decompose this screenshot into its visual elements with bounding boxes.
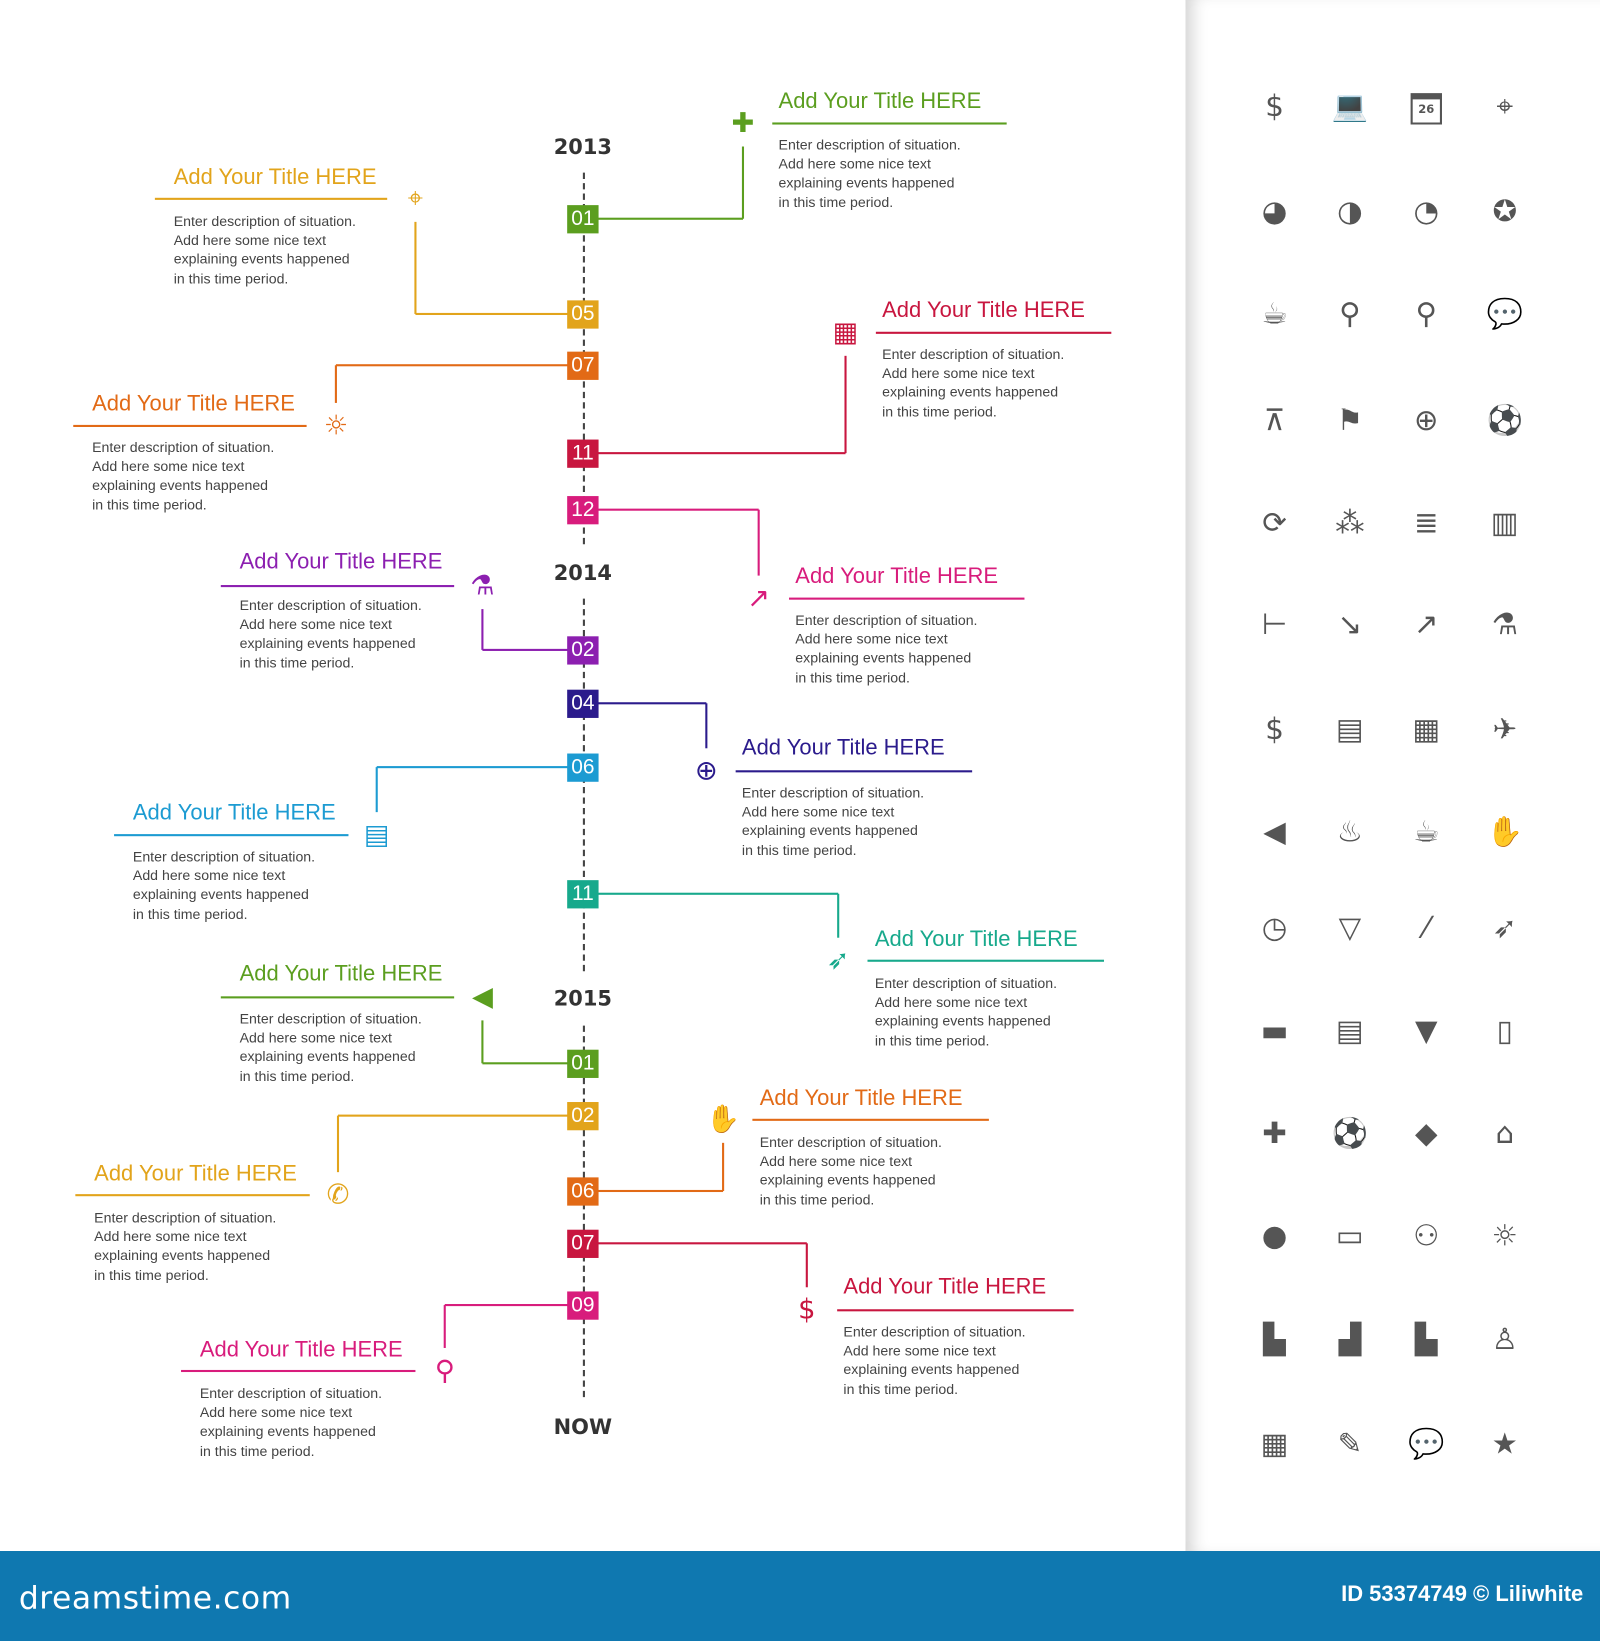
event-description xyxy=(843,1323,1073,1399)
description-line: in this time period. xyxy=(778,194,894,210)
signpost-icon: ✚ xyxy=(731,107,755,140)
connector-vertical xyxy=(444,1305,446,1348)
event-title: Add Your Title HERE xyxy=(843,1274,1047,1299)
connector-vertical xyxy=(335,365,337,403)
microphone-icon[interactable]: ⚲ xyxy=(1415,296,1438,331)
description-line: Add here some nice text xyxy=(759,1153,913,1170)
paper-plane-icon[interactable]: ✈ xyxy=(1492,711,1518,747)
description-line: Enter description of situation. xyxy=(239,1010,422,1027)
soccer-ball-icon[interactable]: ⚽ xyxy=(1331,1115,1369,1151)
businessman-icon[interactable]: ♙ xyxy=(1491,1321,1518,1357)
cigarette-icon[interactable]: ⁄ xyxy=(1423,910,1429,946)
event-description xyxy=(133,848,363,924)
clipboard-icon: ▤ xyxy=(363,819,390,851)
event-title: Add Your Title HERE xyxy=(239,961,443,986)
calendar-day: 26 xyxy=(1411,93,1442,124)
title-underline xyxy=(772,122,1006,124)
pie-chart-icon[interactable]: ◕ xyxy=(1261,193,1288,229)
description-line: explaining events happened xyxy=(843,1361,1020,1378)
tie-icon[interactable]: ▼ xyxy=(1415,1013,1438,1048)
description-line: in this time period. xyxy=(199,1442,315,1459)
description-line: Enter description of situation. xyxy=(882,346,1065,363)
pie-chart-quarter-icon[interactable]: ◔ xyxy=(1413,193,1440,229)
description-line: Enter description of situation. xyxy=(741,784,925,801)
description-line: Add here some nice text xyxy=(882,365,1035,382)
handshake-icon: ✋ xyxy=(706,1104,741,1136)
event-title: Add Your Title HERE xyxy=(173,165,377,190)
connector-vertical xyxy=(758,510,760,576)
lightbulb-icon[interactable]: ☼ xyxy=(1491,1218,1518,1253)
description-line: explaining events happened xyxy=(173,251,350,268)
microphone-icon: ⚲ xyxy=(434,1355,455,1387)
flask-icon: ⚗ xyxy=(470,570,495,602)
title-underline xyxy=(181,1370,415,1372)
event-description xyxy=(200,1385,430,1461)
connector-horizontal xyxy=(445,1304,583,1306)
description-line: Enter description of situation. xyxy=(92,439,275,456)
description-line: in this time period. xyxy=(173,270,289,287)
event-title: Add Your Title HERE xyxy=(741,735,945,760)
award-icon[interactable]: ✪ xyxy=(1492,193,1518,229)
description-line: in this time period. xyxy=(759,1191,875,1208)
description-line: in this time period. xyxy=(132,905,248,922)
connector-horizontal xyxy=(336,364,583,366)
target-icon: ⌖ xyxy=(407,183,424,215)
description-line: in this time period. xyxy=(795,669,910,686)
description-line: in this time period. xyxy=(843,1381,959,1397)
description-line: in this time period. xyxy=(239,654,355,671)
description-line: explaining events happened xyxy=(199,1423,376,1440)
abacus-icon[interactable]: ▦ xyxy=(1412,711,1441,747)
description-line: explaining events happened xyxy=(132,886,309,903)
description-line: Enter description of situation. xyxy=(795,612,978,628)
line-chart-down-icon[interactable]: ↘ xyxy=(1337,607,1363,642)
event-description xyxy=(742,784,972,860)
event-description xyxy=(882,345,1112,421)
description-line: Enter description of situation. xyxy=(132,848,316,865)
event-description xyxy=(760,1133,990,1209)
stars-icon[interactable]: ⁂ xyxy=(1335,505,1365,541)
month-marker[interactable]: 05 xyxy=(567,300,598,328)
month-marker[interactable]: 06 xyxy=(567,754,598,782)
smartphone-icon[interactable]: ▯ xyxy=(1496,1013,1513,1048)
title-underline xyxy=(876,332,1111,334)
event-description xyxy=(795,611,1025,687)
signpost-icon[interactable]: ✚ xyxy=(1262,1115,1287,1151)
presentation-board-icon[interactable]: ⊼ xyxy=(1263,402,1286,438)
description-line: explaining events happened xyxy=(759,1172,936,1189)
connector-horizontal xyxy=(415,313,582,315)
connector-vertical xyxy=(722,1143,724,1191)
wine-glass-icon[interactable]: ▽ xyxy=(1338,910,1362,946)
description-line: Add here some nice text xyxy=(94,1228,247,1245)
event-description xyxy=(94,1209,324,1285)
description-line: in this time period. xyxy=(92,496,207,513)
connector-horizontal xyxy=(338,1115,583,1117)
mug-icon[interactable]: ☕ xyxy=(1413,814,1440,849)
globe-icon[interactable]: ⊕ xyxy=(1414,402,1439,438)
connector-horizontal xyxy=(583,1242,807,1244)
banknotes-icon[interactable]: ▬ xyxy=(1260,1013,1289,1048)
description-line: Add here some nice text xyxy=(239,1030,392,1046)
month-marker[interactable]: 11 xyxy=(567,880,598,908)
title-underline xyxy=(789,598,1024,600)
pie-chart-segments-icon[interactable]: ◑ xyxy=(1337,193,1363,229)
bar-chart-2-icon[interactable]: ▙ xyxy=(1415,1321,1438,1357)
event-description xyxy=(875,974,1105,1050)
desk-lamp-icon[interactable]: ⚲ xyxy=(1339,296,1361,331)
connector-vertical xyxy=(742,147,744,219)
connector-horizontal xyxy=(583,1190,723,1192)
title-underline xyxy=(221,585,454,587)
description-line: explaining events happened xyxy=(741,823,918,839)
description-line: Enter description of situation. xyxy=(173,213,356,230)
clipboard-icon[interactable]: ▤ xyxy=(1336,1013,1364,1048)
description-line: Enter description of situation. xyxy=(239,597,422,614)
description-line: explaining events happened xyxy=(239,1049,416,1065)
axis-chart-icon[interactable]: ⊢ xyxy=(1261,607,1288,642)
chat-bubbles-icon[interactable]: 💬 xyxy=(1408,1426,1445,1461)
month-marker[interactable]: 07 xyxy=(567,1230,598,1258)
month-marker[interactable]: 02 xyxy=(567,636,598,664)
event-description xyxy=(240,1010,470,1086)
handshake-icon[interactable]: ✋ xyxy=(1486,814,1524,849)
connector-vertical xyxy=(844,356,846,453)
description-line: Add here some nice text xyxy=(795,631,948,647)
event-title: Add Your Title HERE xyxy=(199,1337,403,1362)
event-title: Add Your Title HERE xyxy=(778,88,982,114)
connector-vertical xyxy=(481,1020,483,1063)
month-marker[interactable]: 01 xyxy=(567,1050,598,1078)
event-title: Add Your Title HERE xyxy=(759,1086,963,1111)
description-line: Add here some nice text xyxy=(132,867,286,884)
description-line: explaining events happened xyxy=(94,1247,271,1264)
description-line: in this time period. xyxy=(874,1032,990,1049)
title-underline xyxy=(75,1194,309,1196)
connector-horizontal xyxy=(583,218,743,220)
year-label: NOW xyxy=(553,1413,613,1440)
description-line: Enter description of situation. xyxy=(874,975,1058,992)
description-line: explaining events happened xyxy=(874,1013,1051,1030)
chat-bubble-icon[interactable]: 💬 xyxy=(1486,296,1524,331)
title-underline xyxy=(221,996,454,998)
description-line: in this time period. xyxy=(741,842,857,858)
event-title: Add Your Title HERE xyxy=(92,391,295,416)
event-description xyxy=(779,136,1009,212)
title-underline xyxy=(114,834,348,836)
description-line: explaining events happened xyxy=(92,477,269,494)
month-marker[interactable]: 11 xyxy=(567,440,598,468)
clock-icon[interactable]: ◷ xyxy=(1261,910,1288,946)
description-line: Enter description of situation. xyxy=(843,1323,1026,1340)
title-underline xyxy=(73,425,306,427)
coins-icon[interactable]: ≣ xyxy=(1414,505,1439,541)
calculator-icon[interactable]: ▦ xyxy=(1260,1426,1289,1461)
year-label: 2014 xyxy=(553,559,612,586)
calculator-icon: ▦ xyxy=(832,317,859,349)
description-line: explaining events happened xyxy=(239,635,416,652)
connector-horizontal xyxy=(583,509,759,511)
timeline-spine xyxy=(583,1026,585,1398)
phone-icon: ✆ xyxy=(326,1179,350,1211)
connector-vertical xyxy=(414,222,416,314)
month-marker[interactable]: 06 xyxy=(567,1177,598,1205)
money-bag-icon: $ xyxy=(798,1294,816,1326)
title-underline xyxy=(837,1309,1073,1311)
rocket-icon[interactable]: ➶ xyxy=(1492,910,1518,946)
connector-horizontal xyxy=(583,452,846,454)
flask-icon[interactable]: ⚗ xyxy=(1491,607,1518,642)
drink-cup-icon[interactable]: ♨ xyxy=(1336,814,1364,849)
connector-vertical xyxy=(837,894,839,938)
title-underline xyxy=(736,770,972,772)
flag-icon[interactable]: ⚑ xyxy=(1336,402,1364,438)
graduation-cap-icon[interactable]: ◆ xyxy=(1415,1115,1438,1151)
coffee-cup-icon[interactable]: ☕ xyxy=(1261,296,1288,331)
connector-vertical xyxy=(337,1116,339,1173)
description-line: Add here some nice text xyxy=(92,458,245,475)
description-line: explaining events happened xyxy=(882,384,1059,401)
target-icon[interactable]: ⌖ xyxy=(1496,88,1514,124)
refresh-icon[interactable]: ⟳ xyxy=(1262,505,1287,541)
people-icon[interactable]: ⚇ xyxy=(1413,1218,1440,1253)
lightbulb-icon: ☼ xyxy=(323,410,349,442)
event-title: Add Your Title HERE xyxy=(132,800,336,825)
connector-vertical xyxy=(806,1243,808,1287)
piggy-bank-icon[interactable]: ● xyxy=(1261,1218,1288,1253)
description-line: in this time period. xyxy=(239,1068,355,1084)
icon-panel xyxy=(1186,0,1600,1551)
description-line: Add here some nice text xyxy=(843,1342,996,1359)
month-marker[interactable]: 09 xyxy=(567,1291,598,1319)
house-icon[interactable]: ⌂ xyxy=(1495,1115,1515,1151)
description-line: in this time period. xyxy=(882,403,997,420)
megaphone-icon: ◀ xyxy=(471,981,493,1014)
line-chart-icon: ↗ xyxy=(747,582,771,615)
money-bag-icon[interactable]: $ xyxy=(1265,88,1284,124)
description-line: Add here some nice text xyxy=(874,994,1028,1011)
month-marker[interactable]: 07 xyxy=(567,352,598,380)
pencil-icon[interactable]: ✎ xyxy=(1337,1426,1363,1461)
connector-horizontal xyxy=(583,702,706,704)
description-line: Add here some nice text xyxy=(199,1404,353,1421)
event-title: Add Your Title HERE xyxy=(94,1161,297,1186)
month-marker[interactable]: 01 xyxy=(567,205,598,233)
monitor-icon[interactable]: ▭ xyxy=(1336,1218,1364,1253)
footer-bar xyxy=(0,1551,1600,1641)
description-line: explaining events happened xyxy=(778,175,955,191)
title-underline xyxy=(752,1119,988,1121)
description-line: Enter description of situation. xyxy=(778,137,961,153)
address-book-icon[interactable]: ▤ xyxy=(1336,711,1364,747)
description-line: Add here some nice text xyxy=(239,616,392,633)
event-title: Add Your Title HERE xyxy=(882,298,1085,323)
description-line: Add here some nice text xyxy=(741,803,895,820)
globe-icon: ⊕ xyxy=(694,755,718,788)
title-underline xyxy=(155,198,387,200)
star-icon[interactable]: ★ xyxy=(1491,1426,1518,1461)
buildings-icon[interactable]: ▥ xyxy=(1490,505,1519,541)
description-line: explaining events happened xyxy=(795,650,972,667)
megaphone-icon[interactable]: ◀ xyxy=(1263,814,1286,849)
event-description xyxy=(174,212,404,288)
bar-chart-icon[interactable]: ▙ xyxy=(1263,1321,1286,1357)
bar-chart-rising-icon[interactable]: ▟ xyxy=(1338,1321,1362,1357)
laptop-icon[interactable]: 💻 xyxy=(1331,88,1369,124)
month-marker[interactable]: 12 xyxy=(567,496,598,524)
connector-horizontal xyxy=(583,893,838,895)
description-line: Enter description of situation. xyxy=(759,1134,942,1151)
event-title: Add Your Title HERE xyxy=(874,927,1078,952)
event-title: Add Your Title HERE xyxy=(795,564,999,589)
line-chart-up-icon[interactable]: ↗ xyxy=(1414,607,1439,642)
calendar-icon[interactable] xyxy=(1403,84,1449,130)
description-line: Enter description of situation. xyxy=(199,1385,383,1402)
event-description xyxy=(92,439,322,515)
connector-vertical xyxy=(705,703,707,748)
year-label: 2013 xyxy=(553,133,612,160)
year-label: 2015 xyxy=(553,985,612,1011)
description-line: Enter description of situation. xyxy=(94,1209,277,1226)
soccer-ball-icon[interactable]: ⚽ xyxy=(1486,402,1524,438)
event-description xyxy=(240,597,470,673)
event-title: Add Your Title HERE xyxy=(239,549,443,574)
brand-logo[interactable]: dreamstime.com xyxy=(18,1580,292,1617)
title-underline xyxy=(867,960,1103,962)
rocket-icon: ➶ xyxy=(826,945,850,977)
connector-vertical xyxy=(376,767,378,812)
description-line: Add here some nice text xyxy=(778,156,931,172)
money-bag-icon[interactable]: $ xyxy=(1265,711,1284,747)
description-line: in this time period. xyxy=(94,1266,209,1283)
month-marker[interactable]: 04 xyxy=(567,690,598,718)
description-line: Add here some nice text xyxy=(173,232,327,249)
month-marker[interactable]: 02 xyxy=(567,1102,598,1130)
connector-vertical xyxy=(481,609,483,650)
image-credit: ID 53374749 © Liliwhite xyxy=(1341,1582,1584,1607)
connector-horizontal xyxy=(377,766,583,768)
